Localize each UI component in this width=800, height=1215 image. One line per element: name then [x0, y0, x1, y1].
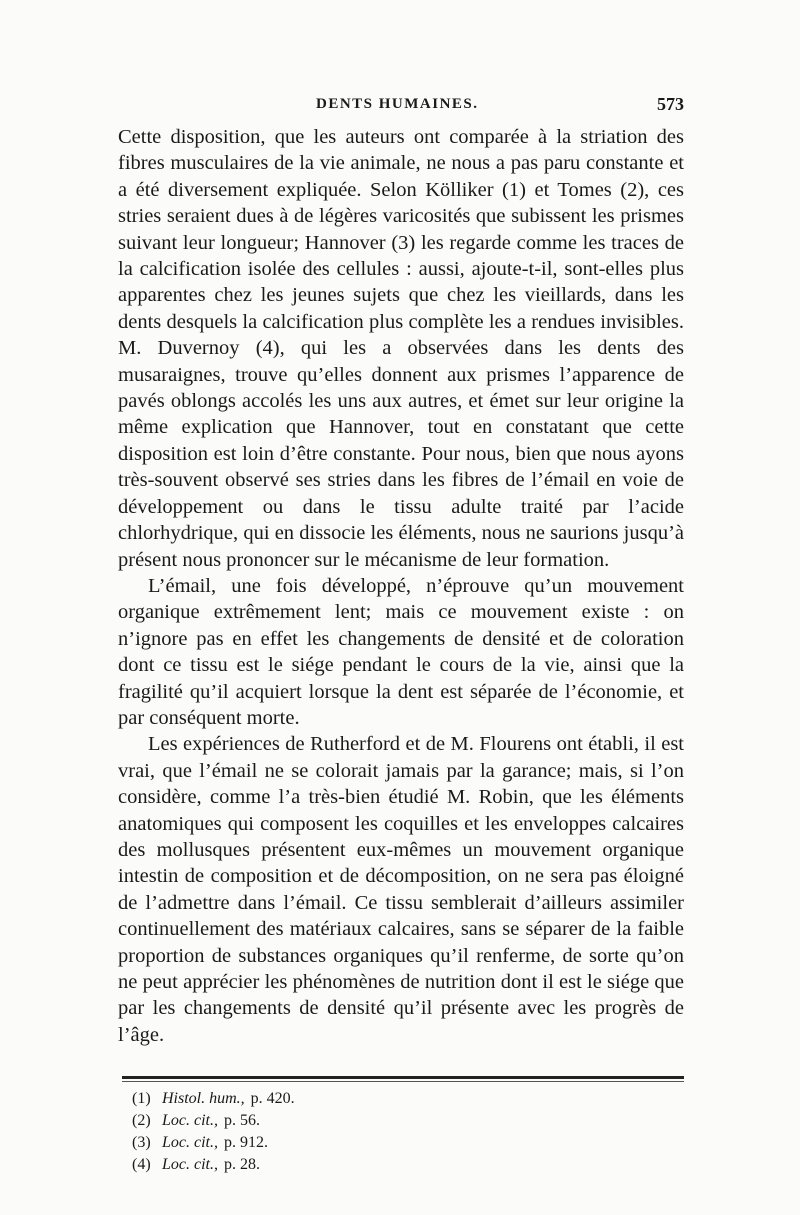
footnote-number: (3) — [132, 1134, 151, 1151]
paragraph-1: Cette disposition, que les auteurs ont comparée à la striation des fibres musculaires de la vie animale, ne nous a pas paru constante et a été diversement expliquée. Selon Kölliker (1) et Tomes (2), ces stries seraient dues à de légères varicosités que subissent les prismes suivant leur longueur; Hannover (3) les regarde comme les traces de la calcification isolée des cellules : aussi, ajoute-t-il, sont-elles plus apparentes chez les jeunes sujets que chez les vieillards, dans les dents desquels la calcification plus complète les a rendues invisibles. M. Duvernoy (4), qui les a observées dans les dents des musaraignes, trouve qu’elles donnent aux prismes l’apparence de pavés oblongs accolés les uns aux autres, et émet sur leur origine la même explication que Hannover, tout en constatant que cette disposition est loin d’être constante. Pour nous, bien que nous ayons très-souvent observé ses stries dans les fibres de l’émail en voie de développement ou dans le tissu adulte traité par l’acide chlorhydrique, qui en dissocie les éléments, nous ne saurions jusqu’à présent nous prononcer sur le mécanisme de leur formation. — [118, 126, 684, 571]
footnote-page: p. 56. — [224, 1112, 260, 1129]
paragraph-3: Les expériences de Rutherford et de M. Flourens ont établi, il est vrai, que l’émail ne se colorait jamais par la garance; mais, si l’on considère, comme l’a très-bien étudié M. Robin, que les éléments anatomiques qui composent les coquilles et les enveloppes calcaires des mollusques présentent eux-mêmes un mouvement organique intestin de composition et de décomposition, on ne sera pas éloigné de l’admettre dans l’émail. Ce tissu semblerait d’ailleurs assimiler continuellement des matériaux calcaires, sans se séparer de la faible proportion de substances organiques qu’il renferme, de sorte qu’on ne peut apprécier les phénomènes de nutrition dont il est le siége que par les changements de densité qu’il présente avec les progrès de l’âge. — [118, 733, 684, 1046]
page-header — [118, 92, 684, 118]
footnote-4 — [132, 1154, 532, 1176]
footnote-reference: Loc. cit., — [162, 1112, 218, 1129]
paragraph-2: L’émail, une fois développé, n’éprouve qu’un mouvement organique extrêmement lent; mais ce mouvement existe : on n’ignore pas en effet les changements de densité et de coloration dont ce tissu est le siége pendant le cours de la vie, ainsi que la fragilité qu’il acquiert lorsque la dent est séparée de l’économie, et par conséquent morte. — [118, 574, 684, 729]
footnote-page: p. 420. — [250, 1090, 295, 1107]
footnote-page: p. 912. — [224, 1134, 268, 1151]
footnote-reference: Loc. cit., — [162, 1156, 218, 1173]
running-title: DENTS HUMAINES. — [316, 96, 479, 112]
footnote-page: p. 28. — [224, 1156, 260, 1173]
footnote-3 — [132, 1132, 532, 1154]
footnote-number: (4) — [132, 1156, 151, 1173]
body-text — [118, 124, 684, 1048]
footnote-number: (1) — [132, 1090, 151, 1107]
footnote-reference: Loc. cit., — [162, 1134, 218, 1151]
footnote-number: (2) — [132, 1112, 151, 1129]
footnote-rule-thin — [122, 1081, 684, 1082]
footnote-reference: Histol. hum., — [162, 1090, 245, 1107]
footnote-rule — [122, 1076, 684, 1079]
page-number: 573 — [657, 94, 684, 114]
footnotes — [132, 1088, 532, 1176]
footnote-1 — [132, 1088, 532, 1110]
footnote-2 — [132, 1110, 532, 1132]
